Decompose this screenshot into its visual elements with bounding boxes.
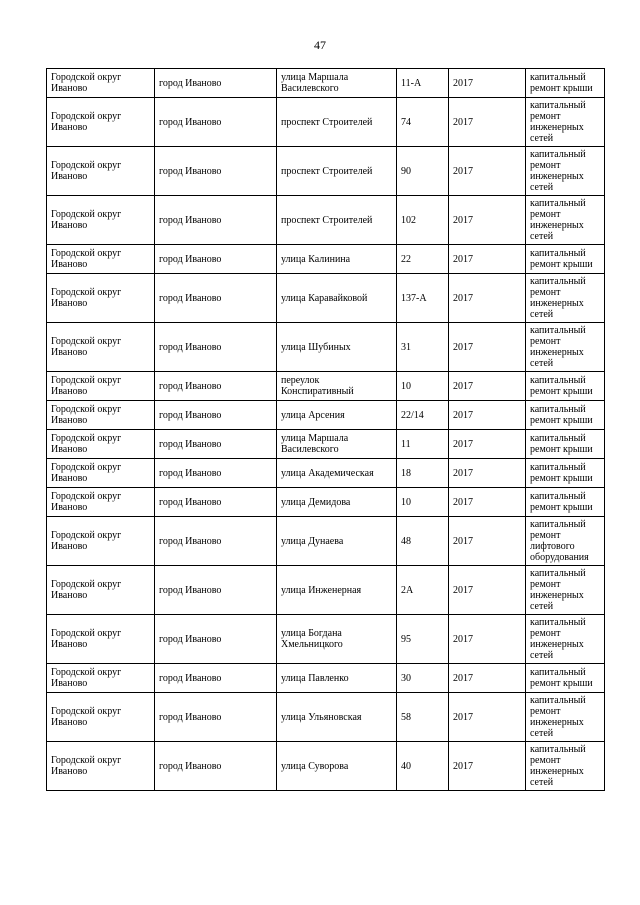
city-cell: город Иваново — [155, 401, 277, 430]
district-cell: Городской округ Иваново — [47, 615, 155, 664]
table-row — [47, 372, 605, 401]
year-cell: 2017 — [449, 430, 526, 459]
work-type-cell: капитальный ремонт крыши — [526, 245, 605, 274]
table-row — [47, 459, 605, 488]
table-row — [47, 488, 605, 517]
year-cell: 2017 — [449, 274, 526, 323]
year-cell: 2017 — [449, 372, 526, 401]
work-type-cell: капитальный ремонт крыши — [526, 664, 605, 693]
table-row — [47, 742, 605, 791]
work-type-cell: капитальный ремонт инженерных сетей — [526, 693, 605, 742]
city-cell: город Иваново — [155, 245, 277, 274]
year-cell: 2017 — [449, 615, 526, 664]
street-cell: улица Демидова — [277, 488, 397, 517]
city-cell: город Иваново — [155, 274, 277, 323]
year-cell: 2017 — [449, 488, 526, 517]
street-cell: улица Академическая — [277, 459, 397, 488]
city-cell: город Иваново — [155, 517, 277, 566]
street-cell: улица Маршала Василевского — [277, 430, 397, 459]
repair-registry-table — [46, 68, 605, 791]
house-number-cell: 22 — [397, 245, 449, 274]
work-type-cell: капитальный ремонт лифтового оборудования — [526, 517, 605, 566]
district-cell: Городской округ Иваново — [47, 372, 155, 401]
district-cell: Городской округ Иваново — [47, 274, 155, 323]
table-row — [47, 517, 605, 566]
year-cell: 2017 — [449, 566, 526, 615]
street-cell: проспект Строителей — [277, 196, 397, 245]
street-cell: улица Арсения — [277, 401, 397, 430]
house-number-cell: 95 — [397, 615, 449, 664]
district-cell: Городской округ Иваново — [47, 147, 155, 196]
street-cell: переулок Конспиративный — [277, 372, 397, 401]
year-cell: 2017 — [449, 147, 526, 196]
work-type-cell: капитальный ремонт инженерных сетей — [526, 196, 605, 245]
street-cell: улица Шубиных — [277, 323, 397, 372]
street-cell: улица Маршала Василевского — [277, 69, 397, 98]
table-row — [47, 615, 605, 664]
street-cell: улица Суворова — [277, 742, 397, 791]
work-type-cell: капитальный ремонт крыши — [526, 430, 605, 459]
city-cell: город Иваново — [155, 615, 277, 664]
house-number-cell: 30 — [397, 664, 449, 693]
work-type-cell: капитальный ремонт инженерных сетей — [526, 147, 605, 196]
year-cell: 2017 — [449, 245, 526, 274]
district-cell: Городской округ Иваново — [47, 245, 155, 274]
house-number-cell: 74 — [397, 98, 449, 147]
house-number-cell: 58 — [397, 693, 449, 742]
work-type-cell: капитальный ремонт инженерных сетей — [526, 274, 605, 323]
year-cell: 2017 — [449, 323, 526, 372]
street-cell: улица Инженерная — [277, 566, 397, 615]
district-cell: Городской округ Иваново — [47, 323, 155, 372]
work-type-cell: капитальный ремонт крыши — [526, 459, 605, 488]
house-number-cell: 11 — [397, 430, 449, 459]
table-row — [47, 693, 605, 742]
street-cell: улица Ульяновская — [277, 693, 397, 742]
street-cell: проспект Строителей — [277, 98, 397, 147]
district-cell: Городской округ Иваново — [47, 401, 155, 430]
table-row — [47, 664, 605, 693]
street-cell: улица Каравайковой — [277, 274, 397, 323]
house-number-cell: 102 — [397, 196, 449, 245]
house-number-cell: 31 — [397, 323, 449, 372]
district-cell: Городской округ Иваново — [47, 664, 155, 693]
house-number-cell: 10 — [397, 372, 449, 401]
city-cell: город Иваново — [155, 566, 277, 615]
city-cell: город Иваново — [155, 147, 277, 196]
table-row — [47, 245, 605, 274]
table-row — [47, 401, 605, 430]
district-cell: Городской округ Иваново — [47, 459, 155, 488]
table-row — [47, 69, 605, 98]
house-number-cell: 90 — [397, 147, 449, 196]
year-cell: 2017 — [449, 517, 526, 566]
city-cell: город Иваново — [155, 742, 277, 791]
city-cell: город Иваново — [155, 196, 277, 245]
work-type-cell: капитальный ремонт инженерных сетей — [526, 615, 605, 664]
table-row — [47, 430, 605, 459]
year-cell: 2017 — [449, 693, 526, 742]
street-cell: проспект Строителей — [277, 147, 397, 196]
work-type-cell: капитальный ремонт крыши — [526, 401, 605, 430]
page-number: 47 — [314, 38, 326, 52]
year-cell: 2017 — [449, 98, 526, 147]
house-number-cell: 22/14 — [397, 401, 449, 430]
city-cell: город Иваново — [155, 459, 277, 488]
house-number-cell: 18 — [397, 459, 449, 488]
year-cell: 2017 — [449, 459, 526, 488]
city-cell: город Иваново — [155, 430, 277, 459]
table-row — [47, 196, 605, 245]
house-number-cell: 48 — [397, 517, 449, 566]
district-cell: Городской округ Иваново — [47, 196, 155, 245]
city-cell: город Иваново — [155, 372, 277, 401]
work-type-cell: капитальный ремонт крыши — [526, 69, 605, 98]
work-type-cell: капитальный ремонт инженерных сетей — [526, 323, 605, 372]
city-cell: город Иваново — [155, 488, 277, 517]
house-number-cell: 40 — [397, 742, 449, 791]
work-type-cell: капитальный ремонт инженерных сетей — [526, 742, 605, 791]
district-cell: Городской округ Иваново — [47, 430, 155, 459]
year-cell: 2017 — [449, 401, 526, 430]
district-cell: Городской округ Иваново — [47, 517, 155, 566]
year-cell: 2017 — [449, 196, 526, 245]
house-number-cell: 10 — [397, 488, 449, 517]
work-type-cell: капитальный ремонт крыши — [526, 488, 605, 517]
table-body — [47, 69, 605, 791]
street-cell: улица Дунаева — [277, 517, 397, 566]
district-cell: Городской округ Иваново — [47, 488, 155, 517]
city-cell: город Иваново — [155, 98, 277, 147]
table-row — [47, 566, 605, 615]
district-cell: Городской округ Иваново — [47, 742, 155, 791]
house-number-cell: 137-А — [397, 274, 449, 323]
street-cell: улица Богдана Хмельницкого — [277, 615, 397, 664]
city-cell: город Иваново — [155, 69, 277, 98]
street-cell: улица Павленко — [277, 664, 397, 693]
street-cell: улица Калинина — [277, 245, 397, 274]
table-row — [47, 147, 605, 196]
house-number-cell: 2А — [397, 566, 449, 615]
year-cell: 2017 — [449, 664, 526, 693]
district-cell: Городской округ Иваново — [47, 98, 155, 147]
table-row — [47, 274, 605, 323]
year-cell: 2017 — [449, 742, 526, 791]
year-cell: 2017 — [449, 69, 526, 98]
district-cell: Городской округ Иваново — [47, 69, 155, 98]
district-cell: Городской округ Иваново — [47, 566, 155, 615]
house-number-cell: 11-А — [397, 69, 449, 98]
city-cell: город Иваново — [155, 323, 277, 372]
work-type-cell: капитальный ремонт крыши — [526, 372, 605, 401]
work-type-cell: капитальный ремонт инженерных сетей — [526, 98, 605, 147]
table-row — [47, 98, 605, 147]
city-cell: город Иваново — [155, 693, 277, 742]
district-cell: Городской округ Иваново — [47, 693, 155, 742]
city-cell: город Иваново — [155, 664, 277, 693]
table-row — [47, 323, 605, 372]
work-type-cell: капитальный ремонт инженерных сетей — [526, 566, 605, 615]
